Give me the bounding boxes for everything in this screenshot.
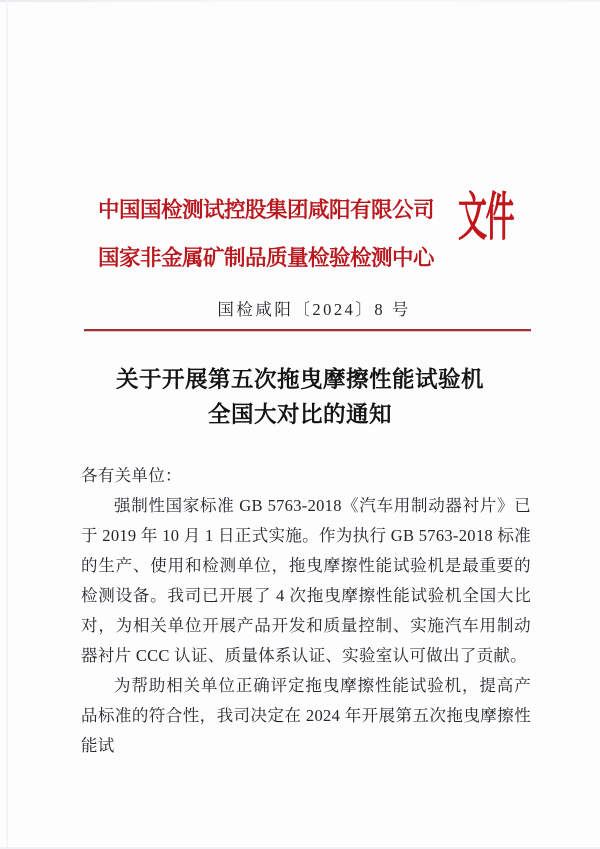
doc-title-line1: 关于开展第五次拖曳摩擦性能试验机 [115, 367, 484, 392]
doc-title-line2: 全国大对比的通知 [207, 402, 392, 427]
doc-reference-number: 国检咸阳〔2024〕8 号 [217, 300, 411, 319]
doc-title [0, 362, 600, 432]
doc-body [81, 461, 531, 761]
red-divider-rule [84, 329, 531, 331]
salutation: 各有关单位： [81, 466, 182, 485]
issuing-org-line1: 中国国检测试控股集团咸阳有限公司 [97, 198, 434, 222]
doc-type-label: 文件 [458, 190, 513, 247]
body-paragraph-2: 为帮助相关单位正确评定拖曳摩擦性能试验机，提高产品标准的符合性，我司决定在 2024 年开展第五次拖曳摩擦性能试 [81, 676, 531, 755]
issuing-org-line2: 国家非金属矿制品质量检验检测中心 [97, 246, 434, 270]
letterhead [83, 186, 449, 282]
body-paragraph-1: 强制性国家标准 GB 5763-2018《汽车用制动器衬片》已于 2019 年 10 月 1 日正式实施。作为执行 GB 5763-2018 标准的生产、使用和检测单位，拖曳摩擦性能试验机是最重要的检测设备。我司已开展了 4 次拖曳摩擦性能试验机全国大比对，为相关单位开展产品开发和质量控制、实施汽车用制动器衬片 CCC 认证、质量体系认证、实验室认可做出了贡献。 [81, 496, 531, 665]
